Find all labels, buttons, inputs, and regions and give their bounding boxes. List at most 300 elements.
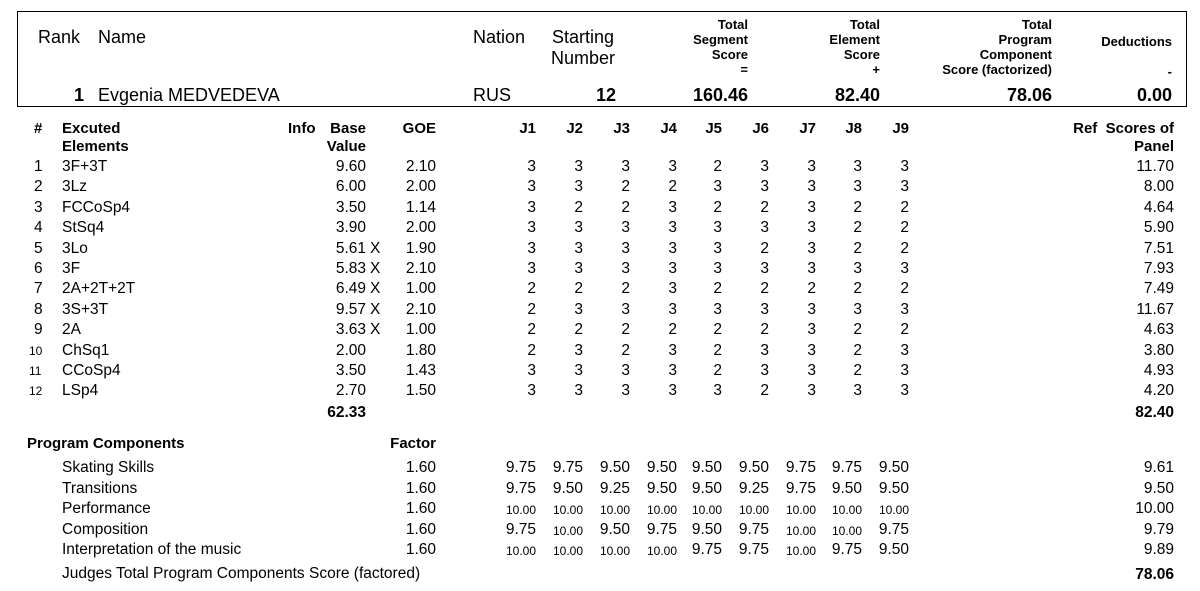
judge-header: J3	[613, 120, 630, 137]
element-panel-score: 4.63	[1143, 321, 1174, 338]
component-row	[0, 500, 1200, 520]
judge-score: 3	[621, 260, 630, 277]
judge-score: 3	[853, 301, 862, 318]
nation-label: Nation	[473, 27, 526, 47]
judge-score: 3	[527, 158, 536, 175]
number-label: Number	[550, 48, 616, 68]
judge-score: 2	[574, 321, 583, 338]
element-goe: 2.00	[405, 178, 436, 195]
factor-label: Factor	[390, 435, 436, 452]
deductions-value: 0.00	[1136, 85, 1172, 105]
tes-header-line: Score	[843, 47, 880, 62]
judge-component-score: 9.75	[646, 521, 677, 538]
judge-score: 3	[621, 382, 630, 399]
judge-component-score: 10.00	[552, 503, 583, 517]
judge-score: 3	[760, 178, 769, 195]
judge-score: 2	[527, 321, 536, 338]
judge-score: 3	[668, 280, 677, 297]
element-number: 1	[34, 158, 43, 175]
element-goe: 1.00	[405, 280, 436, 297]
judge-score: 3	[713, 178, 722, 195]
tes-total: 82.40	[1135, 404, 1174, 421]
judge-component-score: 10.00	[552, 524, 583, 538]
component-row	[0, 541, 1200, 561]
col-header-info: Info	[288, 120, 316, 137]
component-panel-score: 9.50	[1143, 480, 1174, 497]
judge-component-score: 9.50	[691, 521, 722, 538]
component-row	[0, 459, 1200, 479]
judge-score: 3	[527, 362, 536, 379]
name-label: Name	[98, 27, 147, 47]
judge-score: 3	[668, 219, 677, 236]
judge-component-score: 9.50	[691, 480, 722, 497]
judge-header: J2	[566, 120, 583, 137]
judge-header: J7	[799, 120, 816, 137]
judge-score: 2	[574, 280, 583, 297]
judge-score: 2	[621, 342, 630, 359]
judge-component-score: 9.50	[599, 521, 630, 538]
deductions-sign: -	[1167, 64, 1172, 79]
deductions-label: Deductions	[1101, 34, 1172, 49]
element-goe: 1.14	[405, 199, 436, 216]
judge-score: 2	[900, 219, 909, 236]
element-base-value: 3.63	[335, 321, 366, 338]
col-header-ref: Ref	[1073, 120, 1098, 137]
judge-component-score: 9.25	[599, 480, 630, 497]
judge-score: 3	[621, 219, 630, 236]
judge-score: 2	[621, 321, 630, 338]
element-base-value: 5.61	[335, 240, 366, 257]
judge-score: 2	[713, 362, 722, 379]
component-name: Performance	[62, 500, 151, 517]
judge-component-score: 10.00	[599, 503, 630, 517]
component-factor: 1.60	[405, 541, 436, 558]
element-code: FCCoSp4	[62, 199, 131, 216]
judge-score: 3	[807, 240, 816, 257]
col-header-executed: Excuted	[62, 120, 121, 137]
judge-score: 3	[853, 260, 862, 277]
element-panel-score: 4.20	[1143, 382, 1174, 399]
judge-component-score: 10.00	[785, 503, 816, 517]
judge-component-score: 9.50	[646, 480, 677, 497]
pcs-footer-total: 78.06	[1135, 566, 1174, 583]
judge-score: 3	[527, 178, 536, 195]
judge-score: 3	[807, 219, 816, 236]
judge-score: 2	[621, 199, 630, 216]
judge-score: 2	[527, 301, 536, 318]
judge-score: 3	[900, 382, 909, 399]
element-number: 6	[34, 260, 43, 277]
element-panel-score: 11.67	[1136, 301, 1174, 318]
col-header-panel: Panel	[1133, 138, 1174, 155]
col-header-goe: GOE	[402, 120, 436, 137]
element-row	[0, 158, 1200, 178]
tes-header	[782, 17, 880, 77]
element-number: 7	[34, 280, 43, 297]
judge-component-score: 9.75	[785, 459, 816, 476]
element-base-value: 9.57	[335, 301, 366, 318]
component-factor: 1.60	[405, 521, 436, 538]
component-row	[0, 480, 1200, 500]
judge-component-score: 10.00	[785, 524, 816, 538]
judge-score: 2	[807, 280, 816, 297]
element-goe: 1.43	[405, 362, 436, 379]
component-name: Skating Skills	[62, 459, 155, 476]
judge-score: 3	[574, 260, 583, 277]
judge-score: 3	[900, 342, 909, 359]
element-panel-score: 4.64	[1143, 199, 1174, 216]
element-goe: 2.10	[405, 260, 436, 277]
judge-score: 2	[760, 199, 769, 216]
element-row	[0, 321, 1200, 341]
judge-score: 3	[527, 199, 536, 216]
judge-score: 2	[713, 158, 722, 175]
judge-score: 3	[668, 382, 677, 399]
element-panel-score: 3.80	[1143, 342, 1174, 359]
judge-component-score: 9.75	[505, 521, 536, 538]
judge-score: 3	[668, 158, 677, 175]
judge-component-score: 10.00	[646, 544, 677, 558]
tss-header-line: Segment	[693, 32, 748, 47]
judge-score: 3	[853, 382, 862, 399]
judge-score: 2	[621, 178, 630, 195]
element-number: 5	[34, 240, 43, 257]
element-row	[0, 382, 1200, 402]
component-panel-score: 9.89	[1143, 541, 1174, 558]
skater-rank: 1	[74, 85, 85, 105]
judge-score: 2	[853, 280, 862, 297]
col-header-base: Base	[330, 120, 366, 137]
col-header-base-value	[310, 120, 366, 156]
element-code: 2A	[62, 321, 81, 338]
element-base-value: 9.60	[335, 158, 366, 175]
judge-component-score: 9.50	[878, 459, 909, 476]
element-number: 8	[34, 301, 43, 318]
element-panel-score: 8.00	[1143, 178, 1174, 195]
judge-score: 3	[713, 219, 722, 236]
element-code: LSp4	[62, 382, 99, 399]
judge-score: 3	[713, 260, 722, 277]
judge-score: 3	[574, 382, 583, 399]
judge-score: 3	[900, 158, 909, 175]
judge-score: 2	[853, 240, 862, 257]
tes-header-line: Total	[849, 17, 880, 32]
judge-component-score: 9.50	[599, 459, 630, 476]
judge-component-score: 9.75	[738, 541, 769, 558]
element-base-value: 3.50	[335, 199, 366, 216]
pcs-header-line: Total	[1021, 17, 1052, 32]
element-row	[0, 260, 1200, 280]
judge-header: J6	[752, 120, 769, 137]
judge-score: 3	[527, 382, 536, 399]
judge-score: 3	[527, 260, 536, 277]
judge-score: 3	[668, 301, 677, 318]
element-code: ChSq1	[62, 342, 110, 359]
element-info: X	[370, 240, 381, 257]
judge-score: 3	[621, 301, 630, 318]
element-code: 3Lz	[62, 178, 87, 195]
judge-header: J8	[845, 120, 862, 137]
element-info: X	[370, 280, 381, 297]
element-code: 3F	[62, 260, 81, 277]
element-panel-score: 4.93	[1143, 362, 1174, 379]
element-code: 3Lo	[62, 240, 88, 257]
judge-score: 3	[900, 178, 909, 195]
judge-score: 2	[668, 178, 677, 195]
element-row	[0, 280, 1200, 300]
element-goe: 2.00	[405, 219, 436, 236]
pcs-footer-label: Judges Total Program Components Score (factored)	[62, 565, 421, 582]
total-element-score: 82.40	[834, 85, 880, 105]
skater-nation: RUS	[473, 85, 512, 105]
judge-score: 2	[853, 219, 862, 236]
element-base-value: 2.70	[335, 382, 366, 399]
pcs-header-line: Component	[979, 47, 1052, 62]
judge-score: 3	[574, 240, 583, 257]
element-info: X	[370, 260, 381, 277]
pcs-header-line: Score (factorized)	[942, 62, 1052, 77]
judge-score: 3	[760, 362, 769, 379]
judge-score: 3	[807, 342, 816, 359]
element-info: X	[370, 301, 381, 318]
judge-component-score: 9.75	[505, 459, 536, 476]
judge-score: 2	[713, 199, 722, 216]
tss-header	[650, 17, 748, 77]
judge-component-score: 9.75	[505, 480, 536, 497]
element-base-value: 3.50	[335, 362, 366, 379]
judge-score: 3	[574, 219, 583, 236]
pcs-header-line: Program	[998, 32, 1052, 47]
judge-component-score: 10.00	[738, 503, 769, 517]
element-goe: 1.90	[405, 240, 436, 257]
col-header-value: Value	[326, 138, 366, 155]
judge-score: 2	[713, 321, 722, 338]
judge-score: 3	[713, 301, 722, 318]
col-header-elements	[62, 120, 129, 156]
judge-component-score: 9.50	[738, 459, 769, 476]
judge-score: 3	[807, 362, 816, 379]
element-row	[0, 342, 1200, 362]
judge-component-score: 9.50	[878, 480, 909, 497]
judge-component-score: 10.00	[785, 544, 816, 558]
judge-score: 3	[527, 240, 536, 257]
element-panel-score: 7.93	[1143, 260, 1174, 277]
judge-component-score: 10.00	[691, 503, 722, 517]
judge-score: 3	[760, 342, 769, 359]
judge-component-score: 9.50	[552, 480, 583, 497]
judge-score: 2	[760, 382, 769, 399]
element-base-value: 5.83	[335, 260, 366, 277]
tss-header-line: Score	[711, 47, 748, 62]
judge-score: 2	[853, 362, 862, 379]
judge-component-score: 10.00	[831, 503, 862, 517]
element-goe: 1.50	[405, 382, 436, 399]
element-base-value: 3.90	[335, 219, 366, 236]
judge-score: 2	[668, 321, 677, 338]
element-row	[0, 301, 1200, 321]
judge-score: 3	[760, 301, 769, 318]
judge-component-score: 9.75	[785, 480, 816, 497]
element-panel-score: 5.90	[1143, 219, 1174, 236]
skater-starting-number: 12	[595, 85, 616, 105]
col-header-elements-line: Elements	[62, 138, 129, 155]
judge-header: J4	[660, 120, 677, 137]
judge-score: 3	[713, 240, 722, 257]
component-name: Interpretation of the music	[62, 541, 242, 558]
judge-score: 3	[574, 342, 583, 359]
element-row	[0, 199, 1200, 219]
judge-score: 3	[668, 240, 677, 257]
judge-component-score: 9.50	[878, 541, 909, 558]
judge-component-score: 10.00	[552, 544, 583, 558]
judge-score: 3	[760, 260, 769, 277]
judge-component-score: 10.00	[505, 544, 536, 558]
element-row	[0, 362, 1200, 382]
element-code: 3S+3T	[62, 301, 109, 318]
element-goe: 1.00	[405, 321, 436, 338]
judge-score: 3	[621, 158, 630, 175]
base-value-total: 62.33	[327, 404, 366, 421]
judge-score: 2	[900, 321, 909, 338]
col-header-scores-of-panel	[1040, 120, 1174, 156]
component-name: Composition	[62, 521, 149, 538]
judge-component-score: 9.25	[738, 480, 769, 497]
judge-score: 3	[621, 362, 630, 379]
component-row	[0, 521, 1200, 541]
component-panel-score: 9.79	[1143, 521, 1174, 538]
judge-score: 3	[574, 158, 583, 175]
judge-component-score: 9.50	[646, 459, 677, 476]
judge-score: 3	[807, 321, 816, 338]
judge-score: 2	[853, 342, 862, 359]
judge-score: 3	[900, 301, 909, 318]
element-row	[0, 240, 1200, 260]
judge-score: 3	[574, 178, 583, 195]
judge-header: J1	[519, 120, 536, 137]
component-factor: 1.60	[405, 459, 436, 476]
judge-header: J9	[892, 120, 909, 137]
judge-component-score: 9.75	[738, 521, 769, 538]
total-program-component-score: 78.06	[1006, 85, 1052, 105]
judge-component-score: 10.00	[878, 503, 909, 517]
judge-score: 3	[807, 178, 816, 195]
element-goe: 2.10	[405, 158, 436, 175]
element-number: 3	[34, 199, 43, 216]
skater-name: Evgenia MEDVEDEVA	[98, 85, 280, 105]
judge-score: 3	[807, 260, 816, 277]
judge-score: 2	[760, 321, 769, 338]
element-number: 12	[29, 384, 43, 398]
element-info: X	[370, 321, 381, 338]
judge-score: 3	[760, 158, 769, 175]
judge-score: 3	[853, 158, 862, 175]
tes-header-sign: +	[872, 62, 880, 77]
col-header-number: #	[34, 120, 43, 137]
judge-score: 3	[807, 158, 816, 175]
element-panel-score: 11.70	[1136, 158, 1174, 175]
judge-score: 3	[527, 219, 536, 236]
element-base-value: 6.49	[335, 280, 366, 297]
judge-score: 3	[574, 362, 583, 379]
judge-score: 3	[900, 362, 909, 379]
judge-component-score: 9.75	[831, 459, 862, 476]
judge-component-score: 10.00	[646, 503, 677, 517]
element-code: 2A+2T+2T	[62, 280, 136, 297]
judge-score: 3	[574, 301, 583, 318]
judge-score: 3	[668, 342, 677, 359]
judge-score: 2	[713, 342, 722, 359]
judge-score: 2	[900, 199, 909, 216]
element-base-value: 2.00	[335, 342, 366, 359]
judge-component-score: 9.75	[552, 459, 583, 476]
judge-score: 3	[807, 301, 816, 318]
component-panel-score: 9.61	[1143, 459, 1174, 476]
judge-score: 3	[713, 382, 722, 399]
judge-score: 3	[900, 260, 909, 277]
judge-score: 3	[668, 362, 677, 379]
judge-score: 2	[900, 240, 909, 257]
judge-score: 2	[853, 199, 862, 216]
element-row	[0, 178, 1200, 198]
judge-score: 3	[621, 240, 630, 257]
element-code: 3F+3T	[62, 158, 108, 175]
judge-score: 3	[807, 382, 816, 399]
judge-component-score: 10.00	[831, 524, 862, 538]
element-number: 4	[34, 219, 43, 236]
judge-score: 2	[853, 321, 862, 338]
element-number: 11	[29, 364, 42, 378]
element-number: 10	[29, 344, 43, 358]
tes-header-line: Element	[829, 32, 880, 47]
starting-label: Starting	[551, 27, 615, 47]
element-goe: 2.10	[405, 301, 436, 318]
judge-score: 3	[668, 199, 677, 216]
judge-score: 2	[713, 280, 722, 297]
judge-score: 2	[760, 240, 769, 257]
element-code: StSq4	[62, 219, 105, 236]
element-goe: 1.80	[405, 342, 436, 359]
judge-component-score: 9.50	[691, 459, 722, 476]
rank-label: Rank	[38, 27, 81, 47]
col-header-scores-of: Scores of	[1105, 120, 1174, 137]
judge-score: 3	[760, 219, 769, 236]
judge-score: 2	[621, 280, 630, 297]
total-segment-score: 160.46	[692, 85, 748, 105]
judge-score: 2	[760, 280, 769, 297]
component-name: Transitions	[62, 480, 138, 497]
judge-score: 3	[668, 260, 677, 277]
tss-header-line: Total	[717, 17, 748, 32]
judge-component-score: 10.00	[505, 503, 536, 517]
tss-header-sign: =	[740, 62, 748, 77]
element-code: CCoSp4	[62, 362, 121, 379]
judge-component-score: 10.00	[599, 544, 630, 558]
judge-component-score: 9.50	[831, 480, 862, 497]
component-factor: 1.60	[405, 500, 436, 517]
element-base-value: 6.00	[335, 178, 366, 195]
element-panel-score: 7.51	[1143, 240, 1174, 257]
element-row	[0, 219, 1200, 239]
pcs-header	[900, 17, 1052, 77]
component-panel-score: 10.00	[1135, 500, 1174, 517]
judge-component-score: 9.75	[878, 521, 909, 538]
judge-score: 2	[900, 280, 909, 297]
program-components-title: Program Components	[27, 435, 185, 452]
judge-score: 3	[807, 199, 816, 216]
judge-component-score: 9.75	[831, 541, 862, 558]
judge-score: 2	[574, 199, 583, 216]
element-number: 9	[34, 321, 43, 338]
